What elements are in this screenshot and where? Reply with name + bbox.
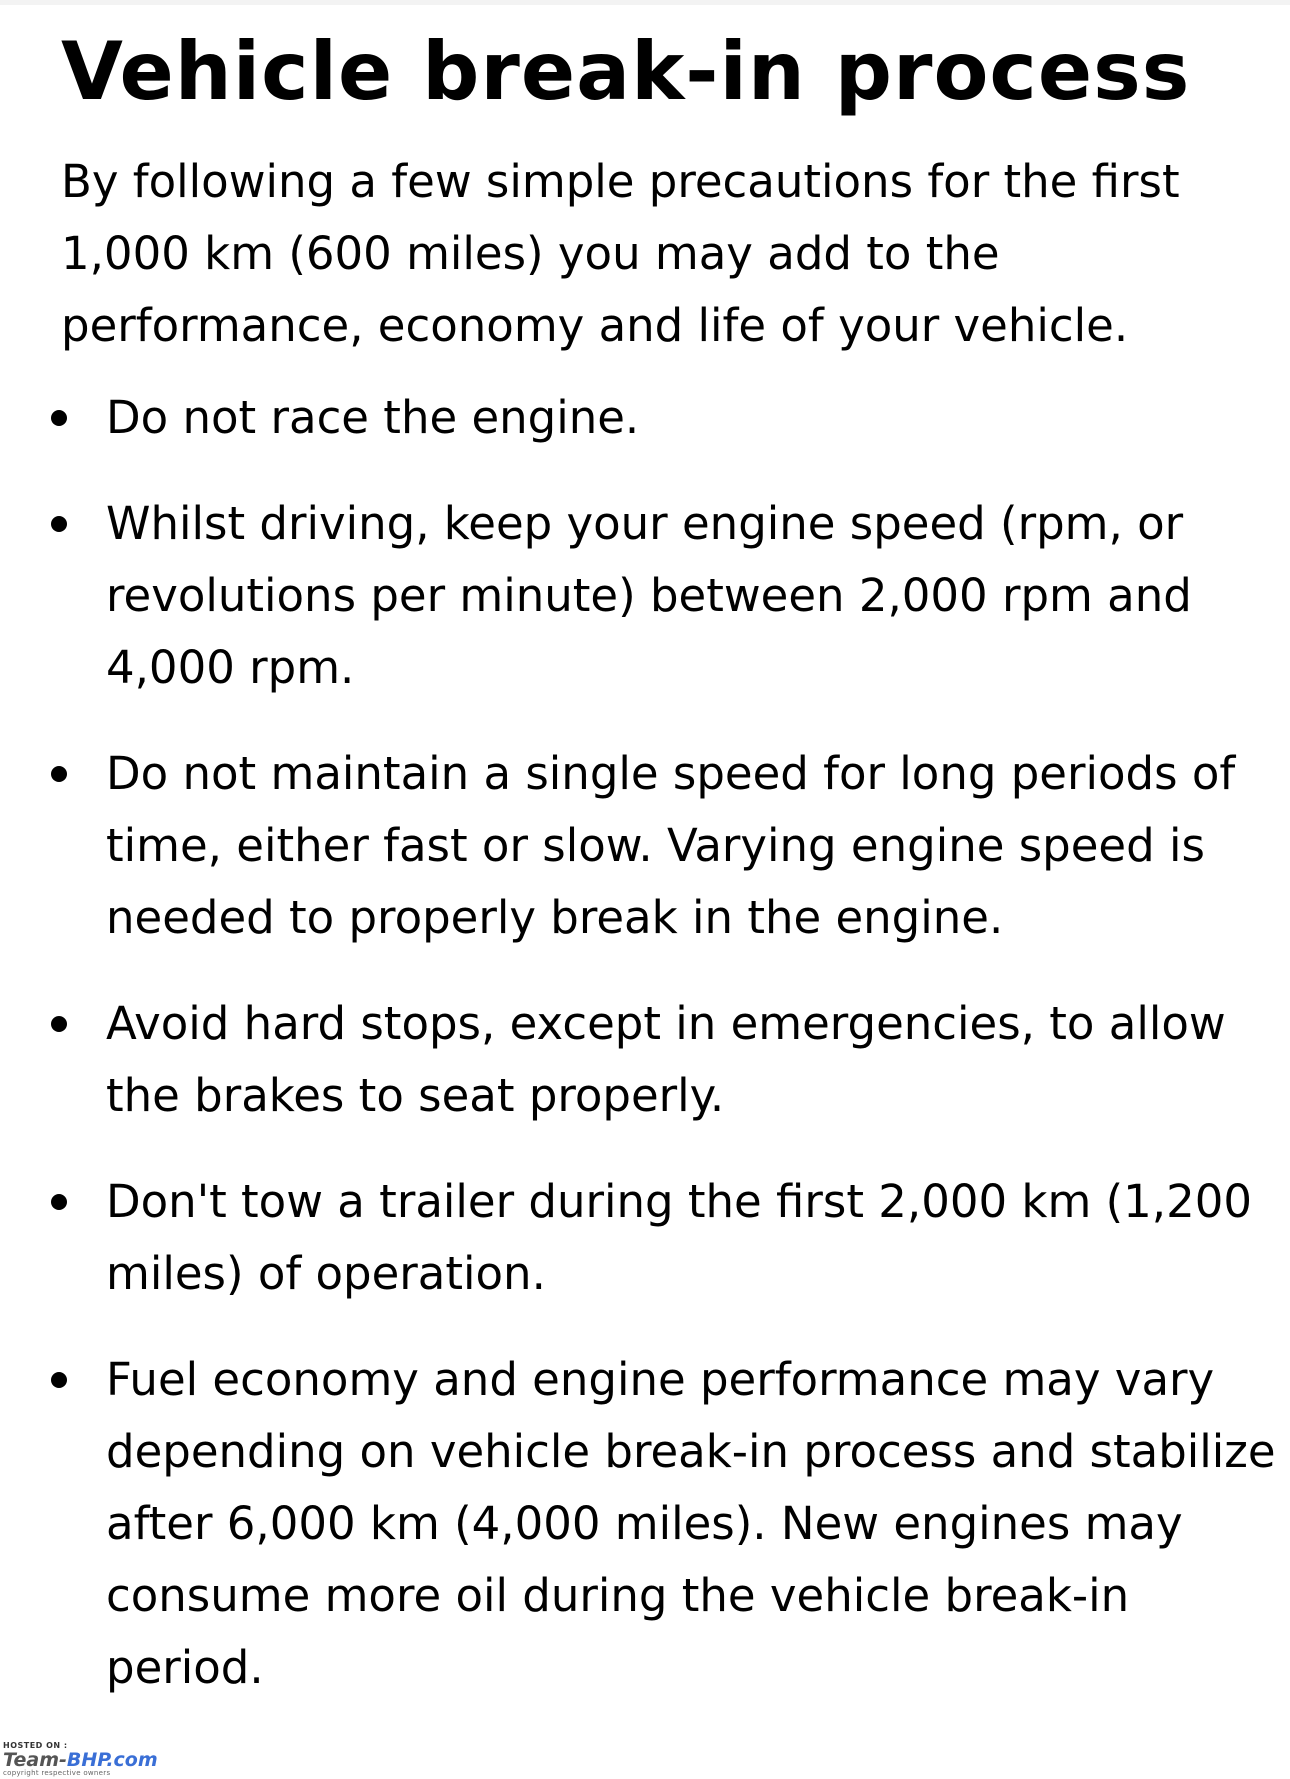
- list-item-text: Do not race the engine.: [106, 391, 640, 444]
- watermark-copyright: copyright respective owners: [3, 1769, 111, 1777]
- bullet-icon: [51, 410, 67, 426]
- document-page: [61, 22, 1276, 1738]
- list-item: [61, 382, 1276, 454]
- bullet-icon: [51, 766, 67, 782]
- list-item-text: Do not maintain a single speed for long periods of time, either fast or slow. Varying engine speed is needed to properly break in the engine.: [106, 747, 1236, 944]
- list-item-text: Avoid hard stops, except in emergencies, to allow the brakes to seat properly.: [106, 997, 1226, 1122]
- list-item-text: Whilst driving, keep your engine speed (rpm, or revolutions per minute) between 2,000 rpm and 4,000 rpm.: [106, 497, 1192, 694]
- watermark-brand: [3, 1751, 193, 1770]
- bullet-icon: [51, 1194, 67, 1210]
- list-item: [61, 1344, 1276, 1704]
- list-item: [61, 738, 1276, 954]
- precautions-list: [61, 382, 1276, 1704]
- bullet-icon: [51, 1372, 67, 1388]
- list-item: [61, 1166, 1276, 1310]
- watermark-hosted-label: HOSTED ON :: [3, 1741, 68, 1750]
- list-item-text: Don't tow a trailer during the first 2,000 km (1,200 miles) of operation.: [106, 1175, 1252, 1300]
- list-item: [61, 488, 1276, 704]
- intro-paragraph: By following a few simple precautions for the first 1,000 km (600 miles) you may add to the performance, economy and life of your vehicle.: [61, 155, 1180, 352]
- watermark-brand-accent: BHP.com: [66, 1749, 158, 1771]
- list-item: [61, 988, 1276, 1132]
- bullet-icon: [51, 1016, 67, 1032]
- team-bhp-watermark: [3, 1742, 193, 1776]
- page-title: Vehicle break-in process: [61, 25, 1191, 118]
- top-divider: [0, 0, 1290, 5]
- list-item-text: Fuel economy and engine performance may vary depending on vehicle break-in process and stabilize after 6,000 km (4,000 miles). New engines may consume more oil during the vehicle break-in period.: [106, 1353, 1276, 1694]
- bullet-icon: [51, 516, 67, 532]
- watermark-brand-prefix: Team-: [3, 1749, 67, 1771]
